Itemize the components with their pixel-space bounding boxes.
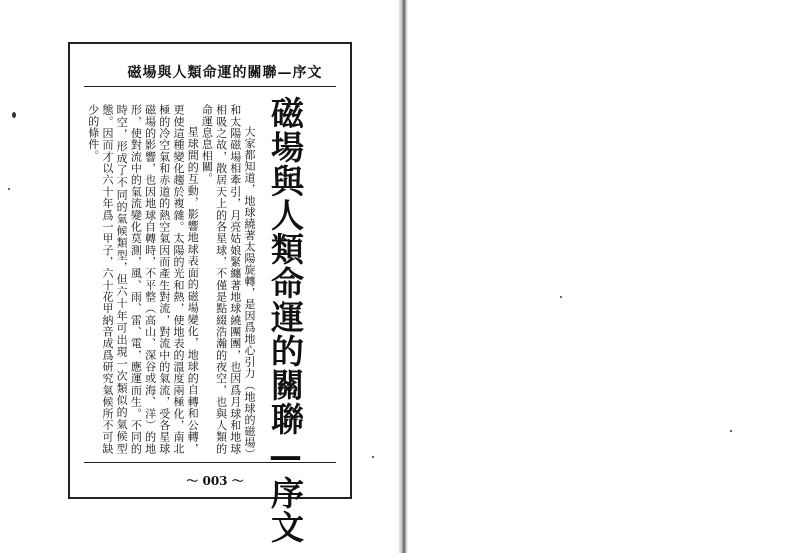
scan-speck (12, 112, 16, 118)
footer-rule (84, 462, 336, 463)
body-paragraph-1: 大家都知道，地球繞著太陽旋轉，是因爲地心引力（地球的磁場）和太陽磁場相牽引，月亮姑娘緊纏著地球繞團團，也因爲月球和地球相吸之故，散居天上的各星球，不僅是點綴浩瀚的夜空，也與人類的命運息息相關。 (200, 104, 256, 454)
header-rule (84, 86, 336, 87)
scan-speck (372, 456, 374, 458)
scan-speck (8, 188, 10, 190)
body-text (86, 104, 256, 454)
scan-speck (560, 296, 562, 298)
scan-speck (730, 430, 732, 432)
chapter-title: 磁場與人類命運的關聯—序文 (266, 96, 305, 544)
running-header: 磁場與人類命運的關聯—序文 (127, 65, 323, 81)
book-spine-shadow (398, 0, 408, 553)
page-number: ～ 003 ～ (186, 474, 244, 488)
body-paragraph-2: 星球間的互動，影響地球表面的磁場變化，地球的自轉和公轉，更使這種變化趨於複雜。太陽的光和熱，使地表的溫度兩極化，南北極的冷空氣和赤道的熱空氣因而產生對流，對流中的氣流，受各星球磁場的影響，也因地球自轉時，不平整（高山、深谷或海、洋）的地形，使對流中的氣流變化莫測，風、雨、雷、電，應運而生。不同的時空，形成了不同的氣候類型，但六十年可出現一次類似的氣候型態。因而才以六十年爲一甲子，六十花甲納音成爲研究氣候所不可缺少的條件。 (86, 104, 200, 454)
